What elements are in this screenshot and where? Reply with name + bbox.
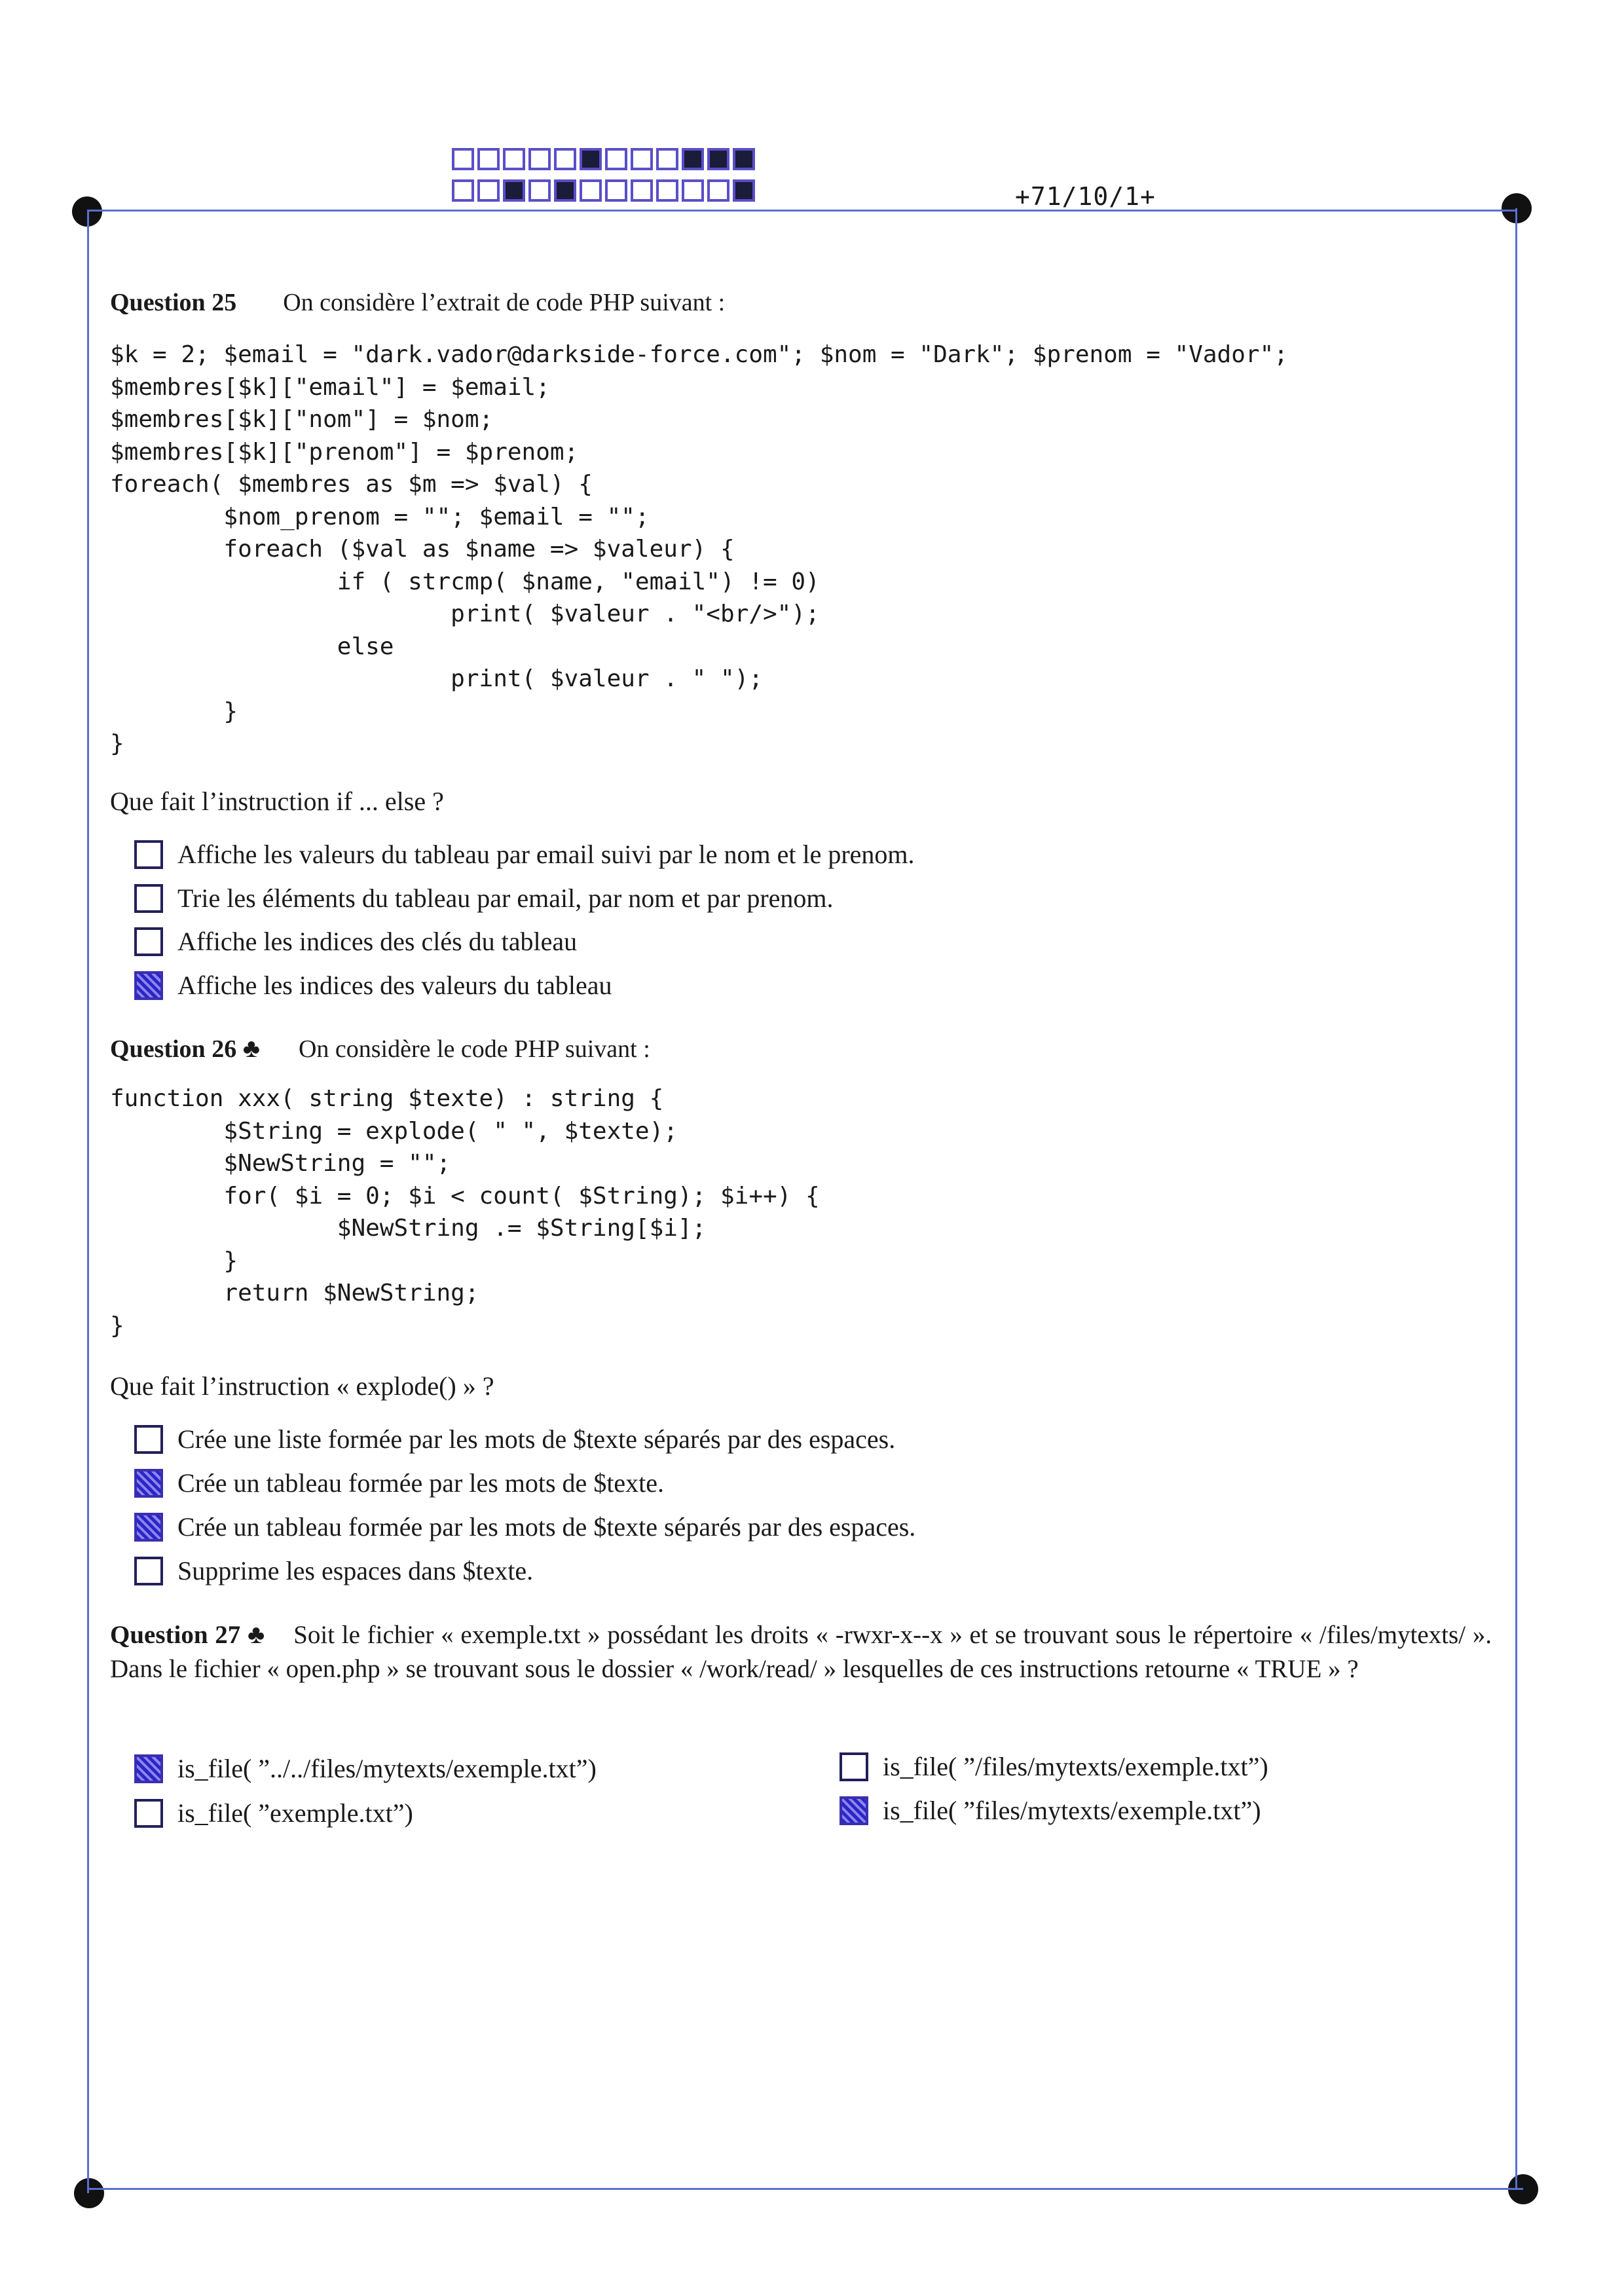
id-cell [528, 148, 551, 170]
answer-label: is_file( ”../../files/mytexts/exemple.txt”) [177, 1754, 597, 1783]
checkbox[interactable] [134, 1469, 163, 1498]
id-cell [580, 179, 602, 202]
question-25-prompt: Que fait l’instruction if ... else ? [110, 787, 444, 816]
id-cell [733, 148, 755, 170]
frame-left-line [87, 212, 89, 2193]
q25-answer-3[interactable] [134, 926, 577, 957]
answer-label: is_file( ”files/mytexts/exemple.txt”) [883, 1796, 1261, 1825]
question-number: Question 27 [110, 1621, 241, 1649]
id-cell [554, 148, 576, 170]
answer-label: Affiche les indices des valeurs du tableau [177, 971, 612, 1000]
checkbox[interactable] [134, 1557, 163, 1585]
id-cell [656, 148, 678, 170]
id-cell [503, 179, 525, 202]
id-cell [477, 179, 500, 202]
question-26-header [110, 1033, 650, 1064]
checkbox[interactable] [840, 1796, 868, 1825]
id-cell [605, 179, 627, 202]
id-cell [452, 179, 474, 202]
q27-answer-3[interactable] [134, 1798, 413, 1828]
page-code: +71/10/1+ [1015, 182, 1156, 211]
id-cell [503, 148, 525, 170]
answer-label: is_file( ”/files/mytexts/exemple.txt”) [883, 1752, 1268, 1781]
id-cell [682, 179, 704, 202]
id-cell [580, 148, 602, 170]
frame-bottom-line [89, 2188, 1523, 2190]
checkbox[interactable] [134, 1513, 163, 1542]
student-id-grid [452, 148, 762, 207]
id-cell [631, 179, 653, 202]
id-cell [605, 148, 627, 170]
question-26-code: function xxx( string $texte) : string { $String = explode( " ", $texte); $NewString = ""; for( $i = 0; $i < count( $String); $i++) { $NewString .= $String[$i]; } return $NewString; } [110, 1085, 820, 1339]
answer-label: Crée une liste formée par les mots de $texte séparés par des espaces. [177, 1424, 896, 1454]
q27-answer-2[interactable] [840, 1751, 1268, 1782]
id-cell [452, 148, 474, 170]
question-25-code: $k = 2; $email = "dark.vador@darkside-force.com"; $nom = "Dark"; $prenom = "Vador"; $membres[$k]["email"] = $email; $membres[$k]["nom"] = $nom; $membres[$k]["prenom"] = $prenom; foreach( $membres as $m => $val) { $nom_prenom = ""; $email = ""; foreach ($val as $name => $valeur) { if ( strcmp( $name, "email") != 0) print( $valeur . "<br/>"); else print( $valeur . " "); } } [110, 341, 1288, 757]
answer-label: Crée un tableau formée par les mots de $texte. [177, 1468, 665, 1498]
id-cell [477, 148, 500, 170]
question-intro: Soit le fichier « exemple.txt » possédant les droits « -rwxr-x--x » et se trouvant sous le répertoire « /files/mytexts/ ». Dans le fichier « open.php » se trouvant sous le dossier « /work/read/ » lesquelles de ces instructions retourne « TRUE » ? [110, 1621, 1492, 1683]
id-cell [631, 148, 653, 170]
checkbox[interactable] [840, 1752, 868, 1781]
q26-answer-4[interactable] [134, 1555, 533, 1586]
id-cell [707, 148, 729, 170]
checkbox[interactable] [134, 1799, 163, 1828]
id-cell [733, 179, 755, 202]
question-intro: On considère l’extrait de code PHP suivant : [283, 289, 726, 316]
checkbox[interactable] [134, 927, 163, 956]
checkbox[interactable] [134, 840, 163, 869]
answer-label: Trie les éléments du tableau par email, par nom et par prenom. [177, 883, 834, 913]
q25-answer-1[interactable] [134, 839, 915, 870]
question-number: Question 25 [110, 289, 237, 316]
answer-label: Supprime les espaces dans $texte. [177, 1556, 534, 1585]
q25-answer-2[interactable] [134, 883, 834, 914]
answer-label: Crée un tableau formée par les mots de $texte séparés par des espaces. [177, 1512, 916, 1542]
q26-answer-1[interactable] [134, 1424, 895, 1454]
multiple-answer-club-icon: ♣ [248, 1620, 266, 1649]
checkbox[interactable] [134, 1754, 163, 1783]
corner-mark-bottom-left [74, 2178, 104, 2208]
q27-answer-4[interactable] [840, 1795, 1261, 1826]
id-cell [554, 179, 576, 202]
answer-label: Affiche les indices des clés du tableau [177, 927, 578, 956]
q27-answer-1[interactable] [134, 1753, 597, 1784]
q26-answer-3[interactable] [134, 1511, 915, 1542]
question-26-prompt: Que fait l’instruction « explode() » ? [110, 1371, 494, 1401]
question-intro: On considère le code PHP suivant : [298, 1035, 650, 1063]
q26-answer-2[interactable] [134, 1468, 664, 1498]
id-cell [682, 148, 704, 170]
frame-right-line [1515, 208, 1517, 2189]
frame-top-line [87, 210, 1517, 212]
answer-label: Affiche les valeurs du tableau par email suivi par le nom et le prenom. [177, 840, 915, 869]
id-cell [707, 179, 729, 202]
question-25-header [110, 288, 725, 317]
checkbox[interactable] [134, 971, 163, 1000]
q25-answer-4[interactable] [134, 970, 612, 1001]
multiple-answer-club-icon: ♣ [242, 1033, 260, 1063]
checkbox[interactable] [134, 1425, 163, 1454]
checkbox[interactable] [134, 884, 163, 913]
question-27-header [110, 1618, 1492, 1686]
id-cell [528, 179, 551, 202]
id-cell [656, 179, 678, 202]
answer-label: is_file( ”exemple.txt”) [177, 1798, 413, 1828]
question-number: Question 26 [110, 1035, 237, 1063]
